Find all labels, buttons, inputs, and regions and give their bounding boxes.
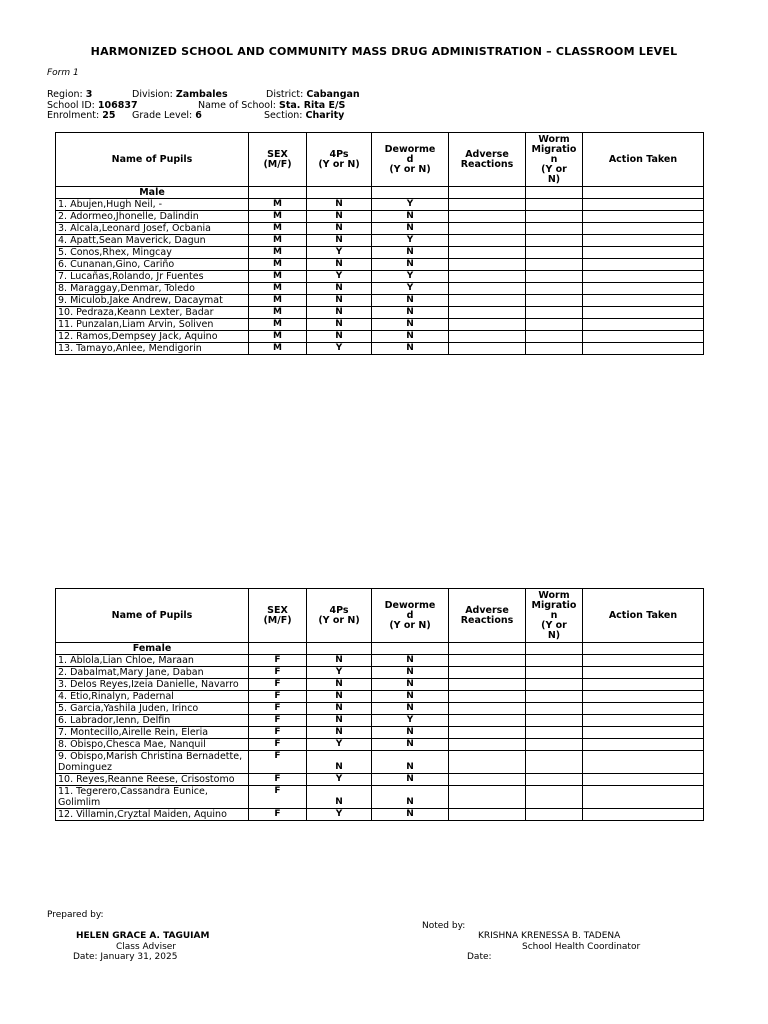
action-taken-cell <box>583 727 704 739</box>
action-taken-cell <box>583 331 704 343</box>
adverse-reactions-cell <box>449 751 526 774</box>
dewormed-cell: N <box>372 774 449 786</box>
action-taken-cell <box>583 655 704 667</box>
fourps-cell: N <box>307 319 372 331</box>
pupil-name-cell: 12. Ramos,Dempsey Jack, Aquino <box>56 331 249 343</box>
prepared-by-date: Date: January 31, 2025 <box>73 952 178 962</box>
pupil-name-cell: 4. Apatt,Sean Maverick, Dagun <box>56 235 249 247</box>
pupil-name-cell: 4. Etio,Rinalyn, Padernal <box>56 691 249 703</box>
sex-cell: F <box>249 715 307 727</box>
fourps-cell: N <box>307 751 372 774</box>
female-rows <box>56 655 704 821</box>
adverse-reactions-cell <box>449 331 526 343</box>
dewormed-cell: N <box>372 319 449 331</box>
sex-cell: M <box>249 343 307 355</box>
worm-migration-cell <box>526 199 583 211</box>
sex-cell: M <box>249 307 307 319</box>
table-row <box>56 691 704 703</box>
pupil-name-cell: 6. Cunanan,Gino, Cariño <box>56 259 249 271</box>
adverse-reactions-cell <box>449 679 526 691</box>
fourps-cell: N <box>307 307 372 319</box>
sex-cell: M <box>249 271 307 283</box>
adverse-reactions-cell <box>449 223 526 235</box>
action-taken-cell <box>583 307 704 319</box>
sex-cell: F <box>249 809 307 821</box>
table-row <box>56 295 704 307</box>
dewormed-cell: Y <box>372 283 449 295</box>
fourps-cell: Y <box>307 739 372 751</box>
fourps-cell: N <box>307 703 372 715</box>
table-row <box>56 727 704 739</box>
action-taken-cell <box>583 667 704 679</box>
fourps-cell: N <box>307 691 372 703</box>
worm-migration-cell <box>526 655 583 667</box>
dewormed-cell: Y <box>372 235 449 247</box>
female-roster-table <box>55 588 704 821</box>
worm-migration-cell <box>526 774 583 786</box>
fourps-cell: Y <box>307 667 372 679</box>
pupil-name-cell: 2. Dabalmat,Mary Jane, Daban <box>56 667 249 679</box>
worm-migration-cell <box>526 703 583 715</box>
col-sex-header: SEX (M/F) <box>249 133 307 187</box>
sex-cell: F <box>249 655 307 667</box>
sex-cell: M <box>249 331 307 343</box>
action-taken-cell <box>583 751 704 774</box>
pupil-name-cell: 3. Delos Reyes,Izeia Danielle, Navarro <box>56 679 249 691</box>
dewormed-cell: Y <box>372 271 449 283</box>
action-taken-cell <box>583 691 704 703</box>
noted-by-role: School Health Coordinator <box>522 942 641 952</box>
sex-cell: F <box>249 703 307 715</box>
action-taken-cell <box>583 739 704 751</box>
sex-cell: M <box>249 235 307 247</box>
pupil-name-cell: 13. Tamayo,Anlee, Mendigorin <box>56 343 249 355</box>
adverse-reactions-cell <box>449 211 526 223</box>
dewormed-cell: N <box>372 679 449 691</box>
dewormed-cell: N <box>372 307 449 319</box>
fourps-cell: Y <box>307 271 372 283</box>
col-worm-migration-header: Worm Migratio n (Y or N) <box>526 589 583 643</box>
adverse-reactions-cell <box>449 271 526 283</box>
adverse-reactions-cell <box>449 691 526 703</box>
worm-migration-cell <box>526 247 583 259</box>
table-row <box>56 259 704 271</box>
pupil-name-cell: 8. Maraggay,Denmar, Toledo <box>56 283 249 295</box>
pupil-name-cell: 6. Labrador,Ienn, Delfin <box>56 715 249 727</box>
dewormed-cell: N <box>372 703 449 715</box>
pupil-name-cell: 10. Reyes,Reanne Reese, Crisostomo <box>56 774 249 786</box>
worm-migration-cell <box>526 751 583 774</box>
fourps-cell: Y <box>307 774 372 786</box>
worm-migration-cell <box>526 223 583 235</box>
dewormed-cell: N <box>372 691 449 703</box>
action-taken-cell <box>583 283 704 295</box>
pupil-name-cell: 7. Montecillo,Airelle Rein, Eleria <box>56 727 249 739</box>
sex-cell: F <box>249 691 307 703</box>
adverse-reactions-cell <box>449 809 526 821</box>
fourps-cell: N <box>307 715 372 727</box>
col-4ps-header: 4Ps (Y or N) <box>307 133 372 187</box>
table-header-row <box>56 589 704 643</box>
pupil-name-cell: 9. Miculob,Jake Andrew, Dacaymat <box>56 295 249 307</box>
female-group-row <box>56 643 704 655</box>
worm-migration-cell <box>526 691 583 703</box>
sex-cell: M <box>249 259 307 271</box>
table-row <box>56 343 704 355</box>
worm-migration-cell <box>526 259 583 271</box>
worm-migration-cell <box>526 786 583 809</box>
table-row <box>56 271 704 283</box>
table-row <box>56 715 704 727</box>
worm-migration-cell <box>526 307 583 319</box>
female-group-label: Female <box>56 643 249 655</box>
sex-cell: F <box>249 679 307 691</box>
pupil-name-cell: 1. Ablola,Lian Chloe, Maraan <box>56 655 249 667</box>
table-row <box>56 679 704 691</box>
table-row <box>56 319 704 331</box>
dewormed-cell: N <box>372 247 449 259</box>
table-row <box>56 283 704 295</box>
action-taken-cell <box>583 295 704 307</box>
worm-migration-cell <box>526 667 583 679</box>
action-taken-cell <box>583 809 704 821</box>
col-dewormed-header: Deworme d (Y or N) <box>372 589 449 643</box>
dewormed-cell: N <box>372 739 449 751</box>
action-taken-cell <box>583 679 704 691</box>
table-row <box>56 223 704 235</box>
pupil-name-cell: 11. Punzalan,Liam Arvin, Soliven <box>56 319 249 331</box>
sex-cell: F <box>249 667 307 679</box>
worm-migration-cell <box>526 211 583 223</box>
noted-by-date: Date: <box>467 952 492 962</box>
table-row <box>56 331 704 343</box>
dewormed-cell: N <box>372 809 449 821</box>
dewormed-cell: N <box>372 331 449 343</box>
action-taken-cell <box>583 223 704 235</box>
dewormed-cell: N <box>372 295 449 307</box>
male-rows <box>56 199 704 355</box>
noted-by-name: KRISHNA KRENESSA B. TADENA <box>478 931 621 941</box>
action-taken-cell <box>583 774 704 786</box>
dewormed-cell: N <box>372 655 449 667</box>
adverse-reactions-cell <box>449 774 526 786</box>
fourps-cell: N <box>307 655 372 667</box>
pupil-name-cell: 5. Conos,Rhex, Mingcay <box>56 247 249 259</box>
region-field: Region: 3 <box>47 89 93 100</box>
pupil-name-cell: 1. Abujen,Hugh Neil, - <box>56 199 249 211</box>
table-header-row <box>56 133 704 187</box>
fourps-cell: N <box>307 223 372 235</box>
sex-cell: F <box>249 786 307 809</box>
sex-cell: M <box>249 319 307 331</box>
fourps-cell: N <box>307 331 372 343</box>
table-row <box>56 211 704 223</box>
col-4ps-header: 4Ps (Y or N) <box>307 589 372 643</box>
pupil-name-cell: 11. Tegerero,Cassandra Eunice, Golimlim <box>56 786 249 809</box>
fourps-cell: N <box>307 295 372 307</box>
table-row <box>56 247 704 259</box>
worm-migration-cell <box>526 283 583 295</box>
fourps-cell: N <box>307 211 372 223</box>
table-row <box>56 235 704 247</box>
action-taken-cell <box>583 199 704 211</box>
col-adverse-header: Adverse Reactions <box>449 589 526 643</box>
pupil-name-cell: 3. Alcala,Leonard Josef, Ocbania <box>56 223 249 235</box>
action-taken-cell <box>583 786 704 809</box>
dewormed-cell: N <box>372 211 449 223</box>
worm-migration-cell <box>526 679 583 691</box>
col-sex-header: SEX (M/F) <box>249 589 307 643</box>
adverse-reactions-cell <box>449 739 526 751</box>
worm-migration-cell <box>526 331 583 343</box>
worm-migration-cell <box>526 715 583 727</box>
fourps-cell: Y <box>307 247 372 259</box>
dewormed-cell: N <box>372 343 449 355</box>
col-adverse-header: Adverse Reactions <box>449 133 526 187</box>
male-group-row <box>56 187 704 199</box>
action-taken-cell <box>583 319 704 331</box>
male-roster-table <box>55 132 704 355</box>
col-name-header: Name of Pupils <box>56 133 249 187</box>
sex-cell: M <box>249 247 307 259</box>
enrolment-field: Enrolment: 25 <box>47 110 116 121</box>
prepared-by-name: HELEN GRACE A. TAGUIAM <box>76 931 210 941</box>
dewormed-cell: N <box>372 727 449 739</box>
table-row <box>56 703 704 715</box>
fourps-cell: N <box>307 727 372 739</box>
fourps-cell: Y <box>307 809 372 821</box>
sex-cell: M <box>249 283 307 295</box>
pupil-name-cell: 5. Garcia,Yashila Juden, Irinco <box>56 703 249 715</box>
male-group-label: Male <box>56 187 249 199</box>
table-row <box>56 786 704 809</box>
col-worm-migration-header: Worm Migratio n (Y or N) <box>526 133 583 187</box>
action-taken-cell <box>583 703 704 715</box>
col-name-header: Name of Pupils <box>56 589 249 643</box>
adverse-reactions-cell <box>449 199 526 211</box>
grade-level-field: Grade Level: 6 <box>132 110 202 121</box>
dewormed-cell: N <box>372 667 449 679</box>
action-taken-cell <box>583 715 704 727</box>
dewormed-cell: N <box>372 223 449 235</box>
worm-migration-cell <box>526 235 583 247</box>
adverse-reactions-cell <box>449 283 526 295</box>
dewormed-cell: N <box>372 259 449 271</box>
adverse-reactions-cell <box>449 235 526 247</box>
prepared-by-label: Prepared by: <box>47 910 104 920</box>
pupil-name-cell: 7. Lucañas,Rolando, Jr Fuentes <box>56 271 249 283</box>
worm-migration-cell <box>526 319 583 331</box>
school-name-field: Name of School: Sta. Rita E/S <box>198 100 346 111</box>
fourps-cell: N <box>307 199 372 211</box>
table-row <box>56 655 704 667</box>
dewormed-cell: Y <box>372 199 449 211</box>
table-row <box>56 751 704 774</box>
sex-cell: M <box>249 199 307 211</box>
adverse-reactions-cell <box>449 343 526 355</box>
sex-cell: M <box>249 295 307 307</box>
adverse-reactions-cell <box>449 307 526 319</box>
pupil-name-cell: 9. Obispo,Marish Christina Bernadette, Dominguez <box>56 751 249 774</box>
table-row <box>56 809 704 821</box>
fourps-cell: N <box>307 283 372 295</box>
pupil-name-cell: 12. Villamin,Cryztal Maiden, Aquino <box>56 809 249 821</box>
adverse-reactions-cell <box>449 655 526 667</box>
worm-migration-cell <box>526 809 583 821</box>
fourps-cell: N <box>307 679 372 691</box>
table-row <box>56 199 704 211</box>
sex-cell: F <box>249 751 307 774</box>
adverse-reactions-cell <box>449 786 526 809</box>
worm-migration-cell <box>526 739 583 751</box>
pupil-name-cell: 2. Adormeo,Jhonelle, Dalindin <box>56 211 249 223</box>
dewormed-cell: Y <box>372 715 449 727</box>
col-action-header: Action Taken <box>583 133 704 187</box>
fourps-cell: N <box>307 786 372 809</box>
worm-migration-cell <box>526 295 583 307</box>
table-row <box>56 774 704 786</box>
noted-by-label: Noted by: <box>422 921 466 931</box>
fourps-cell: Y <box>307 343 372 355</box>
fourps-cell: N <box>307 235 372 247</box>
form-title: HARMONIZED SCHOOL AND COMMUNITY MASS DRUG ADMINISTRATION – CLASSROOM LEVEL <box>90 45 678 58</box>
school-id-field: School ID: 106837 <box>47 100 138 111</box>
prepared-by-role: Class Adviser <box>116 942 177 952</box>
adverse-reactions-cell <box>449 727 526 739</box>
dewormed-cell: N <box>372 751 449 774</box>
pupil-name-cell: 10. Pedraza,Keann Lexter, Badar <box>56 307 249 319</box>
fourps-cell: N <box>307 259 372 271</box>
adverse-reactions-cell <box>449 667 526 679</box>
sex-cell: M <box>249 211 307 223</box>
action-taken-cell <box>583 271 704 283</box>
sex-cell: F <box>249 739 307 751</box>
col-action-header: Action Taken <box>583 589 704 643</box>
action-taken-cell <box>583 259 704 271</box>
adverse-reactions-cell <box>449 715 526 727</box>
adverse-reactions-cell <box>449 247 526 259</box>
district-field: District: Cabangan <box>266 89 360 100</box>
action-taken-cell <box>583 343 704 355</box>
form-number: Form 1 <box>47 68 79 78</box>
worm-migration-cell <box>526 271 583 283</box>
action-taken-cell <box>583 211 704 223</box>
worm-migration-cell <box>526 343 583 355</box>
col-dewormed-header: Deworme d (Y or N) <box>372 133 449 187</box>
section-field: Section: Charity <box>264 110 345 121</box>
sex-cell: F <box>249 774 307 786</box>
pupil-name-cell: 8. Obispo,Chesca Mae, Nanquil <box>56 739 249 751</box>
table-row <box>56 667 704 679</box>
adverse-reactions-cell <box>449 259 526 271</box>
dewormed-cell: N <box>372 786 449 809</box>
sex-cell: M <box>249 223 307 235</box>
division-field: Division: Zambales <box>132 89 228 100</box>
table-row <box>56 307 704 319</box>
table-row <box>56 739 704 751</box>
adverse-reactions-cell <box>449 703 526 715</box>
action-taken-cell <box>583 235 704 247</box>
adverse-reactions-cell <box>449 295 526 307</box>
action-taken-cell <box>583 247 704 259</box>
worm-migration-cell <box>526 727 583 739</box>
sex-cell: F <box>249 727 307 739</box>
adverse-reactions-cell <box>449 319 526 331</box>
